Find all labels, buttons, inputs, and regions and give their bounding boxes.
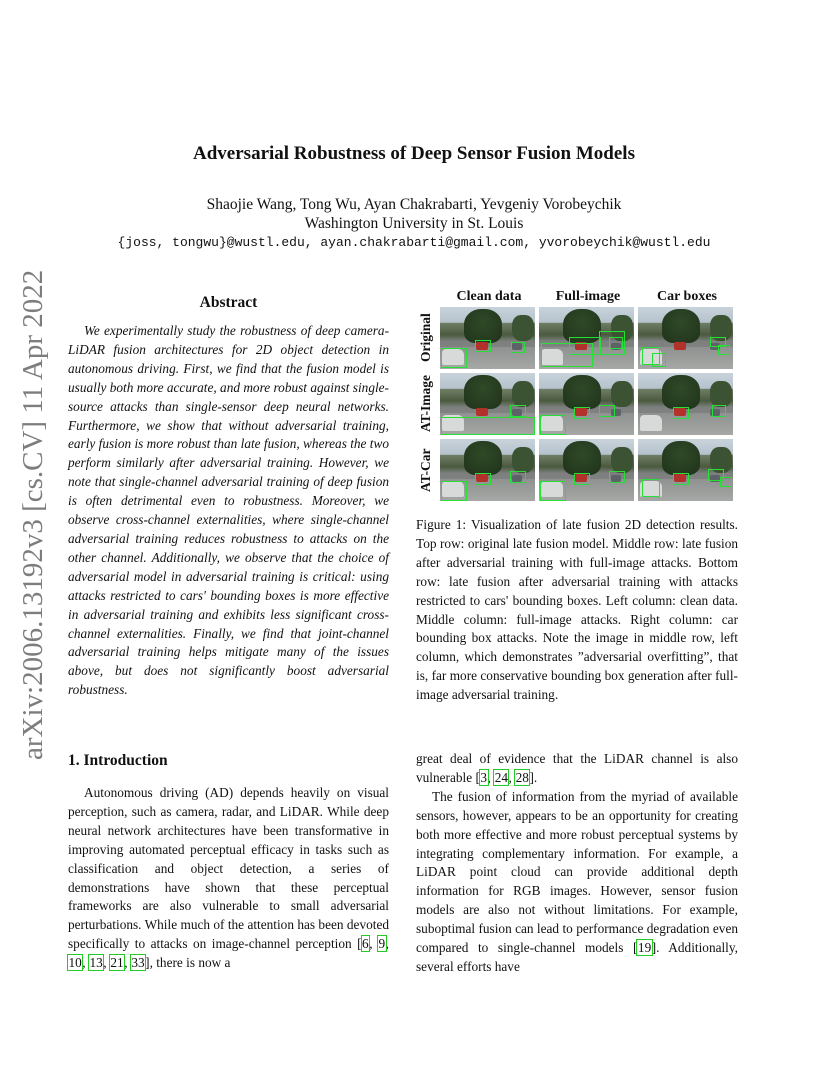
figure-image-at-car-car-boxes xyxy=(638,439,733,501)
citation-link[interactable]: 6 xyxy=(362,936,369,952)
figure-image-original-clean xyxy=(440,307,535,369)
citation-link[interactable]: 33 xyxy=(131,955,145,971)
citation-link[interactable]: 19 xyxy=(637,940,652,956)
figure-image-at-car-clean xyxy=(440,439,535,501)
citation-link[interactable]: 13 xyxy=(89,955,103,971)
abstract-heading: Abstract xyxy=(199,294,258,311)
affiliation: Washington University in St. Louis xyxy=(304,215,524,232)
figure-row-original: Original xyxy=(418,313,433,363)
figure-column-clean-data: Clean data xyxy=(456,289,522,304)
citation-link[interactable]: 24 xyxy=(494,769,508,785)
intro-right-column xyxy=(416,750,738,977)
figure-row-at-image: AT-Image xyxy=(418,375,433,433)
citation-link[interactable]: 28 xyxy=(515,769,529,785)
figure-row-at-car: AT-Car xyxy=(418,448,433,492)
author-list: Shaojie Wang, Tong Wu, Ayan Chakrabarti, Yevgeniy Vorobeychik xyxy=(206,196,622,213)
arxiv-identifier: arXiv:2006.13192v3 [cs.CV] 11 Apr 2022 xyxy=(17,269,49,760)
figure-caption: Figure 1: Visualization of late fusion 2D detection results. Top row: original late fusion model. Middle row: late fusion after adversarial training with full-image attacks. Bottom row: late fusion after adversarial training with attacks restricted to cars' bounding boxes. Left column: clean data. Middle column: full-image attacks. Right column: car bounding box attacks. Note the image in middle row, left column, which demonstrates ”adversarial overfitting”, that is, far more conservative bounding box generation after full-image adversarial training. xyxy=(416,517,738,703)
citation-link[interactable]: 10 xyxy=(68,955,82,971)
citation-link[interactable]: 21 xyxy=(110,955,124,971)
figure-image-at-image-car-boxes xyxy=(638,373,733,435)
figure-image-at-image-full-image xyxy=(539,373,634,435)
citation-link[interactable]: 9 xyxy=(378,936,386,952)
figure-image-at-car-full-image xyxy=(539,439,634,501)
intro-paragraph-2: The fusion of information from the myriad of available sensors, however, appears to be an opportunity for creating both more effective and more robust perceptual systems by integrating complementary information. For example, a LiDAR point cloud can provide additional depth information for RGB images. However, sensor fusion models are also not without limitations. For example, suboptimal fusion can lead to performance degradation even compared to single-channel models [19]. Additionally, several efforts have xyxy=(416,788,738,974)
figure-column-car-boxes: Car boxes xyxy=(656,289,718,304)
paper-title: Adversarial Robustness of Deep Sensor Fusion Models xyxy=(193,143,635,164)
intro-paragraph-1-continued: great deal of evidence that the LiDAR channel is also vulnerable [3, 24, 28]. xyxy=(416,751,738,785)
abstract-body: We experimentally study the robustness of deep camera-LiDAR fusion architectures for 2D object detection in autonomous driving. First, we find that the fusion model is usually both more accurate, and more robust against single-source attacks than single-sensor deep neural networks. Furthermore, we show that without adversarial training, early fusion is more robust than late fusion, whereas the two perform similarly after adversarial training. However, we note that single-channel adversarial training of deep fusion is often detrimental even to robustness. Moreover, we observe cross-channel externalities, where single-channel adversarial training reduces robustness to attacks on the other channel. Additionally, we observe that the choice of adversarial model in adversarial training is critical: using attacks restricted to cars' bounding boxes is more effective in adversarial training and exhibits less significant cross-channel externalities. Finally, we find that joint-channel adversarial training helps mitigate many of the issues above, but does not significantly boost adversarial robustness. xyxy=(68,323,389,698)
figure-image-at-image-clean xyxy=(440,373,535,435)
author-emails: {joss, tongwu}@wustl.edu, ayan.chakrabarti@gmail.com, yvorobeychik@wustl.edu xyxy=(117,235,711,250)
section-heading-introduction: 1. Introduction xyxy=(68,752,168,769)
intro-paragraph-1: Autonomous driving (AD) depends heavily on visual perception, such as camera, radar, and LiDAR. While deep neural network architectures have been transformative in improving automated perceptual efficacy in tasks such as classification and object detection, a series of demonstrations have shown that these perceptual frameworks are also vulnerable to small adversarial perturbations. While much of the attention has been devoted specifically to attacks on image-channel perception [6, 9, 10, 13, 21, 33], there is now a xyxy=(68,785,389,971)
figure-column-full-image: Full-image xyxy=(555,289,621,304)
figure-image-original-car-boxes xyxy=(638,307,733,369)
figure-image-original-full-image xyxy=(539,307,634,369)
citation-link[interactable]: 3 xyxy=(480,769,488,785)
